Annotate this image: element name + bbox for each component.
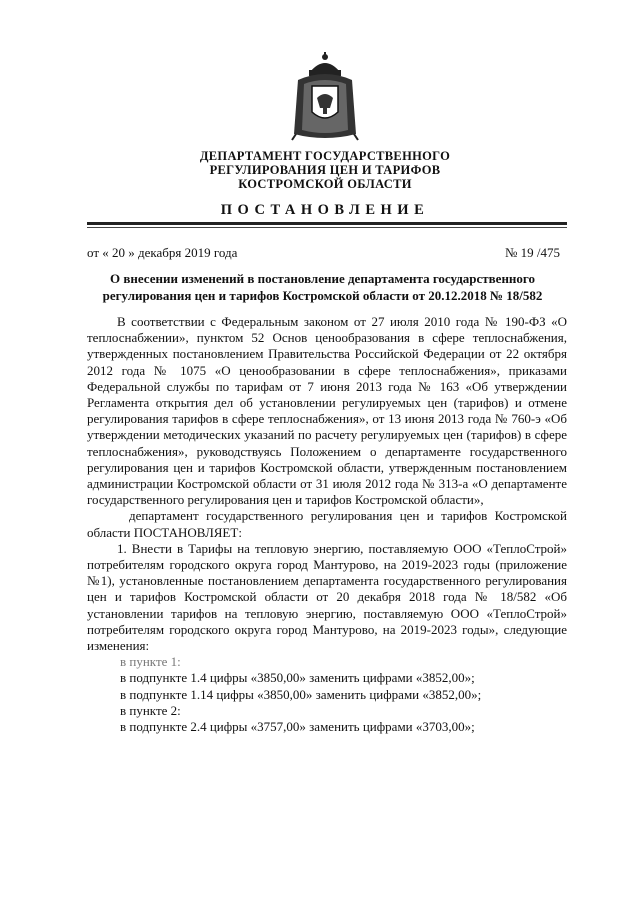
item-1-subitem-1-4: в подпункте 1.4 цифры «3850,00» заменить цифрами «3852,00»; (120, 670, 475, 686)
item-2-subitem-2-4: в подпункте 2.4 цифры «3757,00» заменить цифрами «3703,00»; (120, 719, 475, 735)
document-date: от « 20 » декабря 2019 года (87, 245, 238, 260)
document-type-title: ПОСТАНОВЛЕНИЕ (220, 202, 430, 218)
document-number: № 19 /475 (504, 245, 560, 260)
item-2-header: в пункте 2: (120, 702, 181, 718)
department-name-line2: РЕГУЛИРОВАНИЯ ЦЕН И ТАРИФОВ (209, 163, 441, 177)
department-name-line1: ДЕПАРТАМЕНТ ГОСУДАРСТВЕННОГО (199, 149, 451, 163)
subject-heading-line2: регулирования цен и тарифов Костромской области от 20.12.2018 № 18/582 (102, 288, 543, 303)
clause-1-paragraph: 1. Внести в Тарифы на тепловую энергию, поставляемую ООО «ТеплоСтрой» потребителям городского округа город Мантурово, на 2019-2023 годы (приложение №1), установленные постановлением департамента государственного регулирования цен и тарифов Костромской области от 20 декабря 2018 года № 18/582 «Об установлении тарифов на тепловую энергию, поставляемую ООО «ТеплоСтрой» потребителям городского округа город Мантурово, на 2019-2023 годы», следующие изменения: (87, 540, 567, 654)
department-name-line3: КОСТРОМСКОЙ ОБЛАСТИ (238, 177, 412, 191)
subject-heading-line1: О внесении изменений в постановление департамента государственного (109, 271, 536, 286)
document-body (87, 314, 567, 735)
item-1-header: в пункте 1: (120, 654, 181, 670)
header-divider-thick (87, 222, 567, 225)
item-1-subitem-1-14: в подпункте 1.14 цифры «3850,00» заменить цифрами «3852,00»; (120, 686, 482, 702)
preamble-paragraph: В соответствии с Федеральным законом от 27 июля 2010 года № 190-ФЗ «О теплоснабжении», пунктом 52 Основ ценообразования в сфере теплоснабжения, утвержденных постановлением Правительства Российской Федерации от 22 октября 2012 года № 1075 «О ценообразовании в сфере теплоснабжения», приказами Федеральной службы по тарифам от 7 июня 2013 года № 163 «Об утверждении Регламента открытия дел об установлении регулируемых цен (тарифов) и отмене регулирования тарифов в сфере теплоснабжения», от 13 июня 2013 года № 760-э «Об утверждении методических указаний по расчету регулируемых цен (тарифов) в сфере теплоснабжения», руководствуясь Положением о департаменте государственного регулирования цен и тарифов Костромской области, утвержденным постановлением администрации Костромской области от 31 июля 2012 года № 313-а «О департаменте государственного регулирования цен и тарифов Костромской области», (87, 314, 567, 508)
coat-of-arms-emblem (290, 50, 360, 142)
resolution-paragraph: департамент государственного регулирования цен и тарифов Костромской области ПОСТАНОВЛЯЕТ: (87, 508, 567, 540)
header-divider-thin (87, 227, 567, 228)
